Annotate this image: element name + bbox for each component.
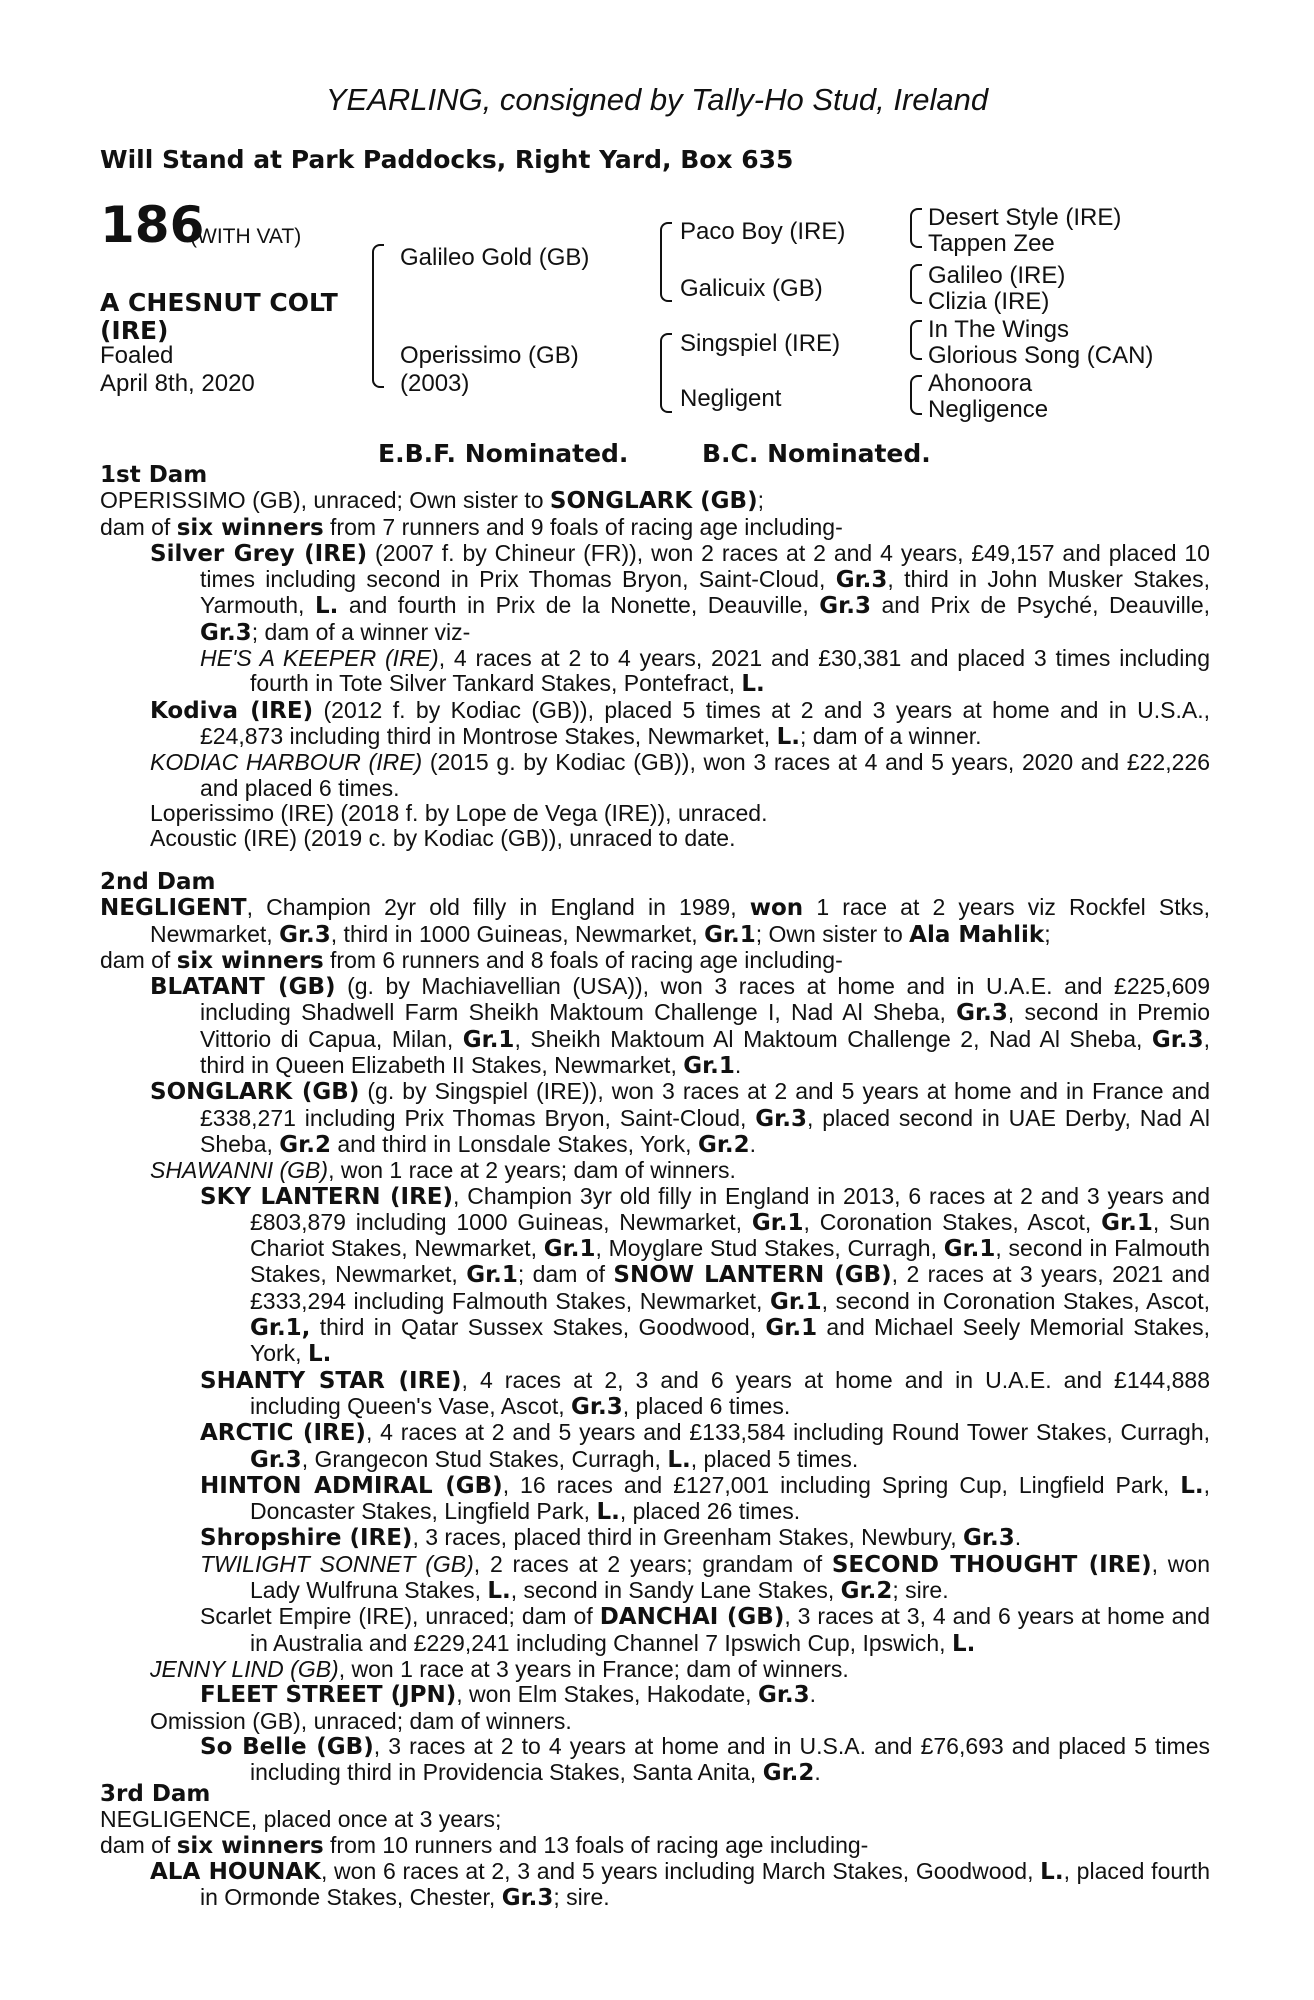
produce-ala-hounak: ALA HOUNAK, won 6 races at 2, 3 and 5 years including March Stakes, Goodwood, L., placed fourth in Ormonde Stakes, Chester, Gr.3; sire.: [150, 1857, 1210, 1912]
pedigree-g8: Negligence: [928, 396, 1049, 423]
pedigree-brace-2a: [660, 222, 672, 302]
first-dam-line1: OPERISSIMO (GB), unraced; Own sister to SONGLARK (GB);: [100, 487, 764, 515]
pedigree-dam: Operissimo (GB): [400, 342, 579, 369]
produce-acoustic: Acoustic (IRE) (2019 c. by Kodiac (GB)), unraced to date.: [150, 825, 736, 852]
ebf-nomination: E.B.F. Nominated.: [378, 439, 629, 468]
second-dam-line2: dam of six winners from 6 runners and 8 foals of racing age including-: [100, 946, 843, 974]
second-dam-heading: 2nd Dam: [100, 869, 216, 895]
produce-arctic: ARCTIC (IRE), 4 races at 2 and 5 years and £133,584 including Round Tower Stakes, Curragh, Gr.3, Grangecon Stud Stakes, Curragh, L., placed 5 times.: [200, 1419, 1211, 1473]
first-dam-line2: dam of six winners from 7 runners and 9 foals of racing age including-: [100, 513, 843, 541]
produce-scarlet-empire: Scarlet Empire (IRE), unraced; dam of DANCHAI (GB), 3 races at 3, 4 and 6 years at home and in Australia and £229,241 including Channel 7 Ipswich Cup, Ipswich, L.: [200, 1603, 1210, 1657]
produce-sky-lantern: SKY LANTERN (IRE), Champion 3yr old filly in England in 2013, 6 races at 2 and 3 years and £803,879 including 1000 Guineas, Newmarket, Gr.1, Coronation Stakes, Ascot, Gr.1, Sun Chariot Stakes, Newmarket, Gr.1, Moyglare Stud Stakes, Curragh, Gr.1, second in Falmouth Stakes, Newmarket, Gr.1; dam of SNOW LANTERN (GB), 2 races at 3 years, 2021 and £333,294 including Falmouth Stakes, Newmarket, Gr.1, second in Coronation Stakes, Ascot, Gr.1, third in Qatar Sussex Stakes, Goodwood, Gr.1 and Michael Seely Memorial Stakes, York, L.: [200, 1182, 1211, 1368]
third-dam-line1: NEGLIGENCE, placed once at 3 years;: [100, 1806, 502, 1833]
pedigree-g4: Clizia (IRE): [928, 288, 1050, 315]
produce-hes-a-keeper: HE'S A KEEPER (IRE), 4 races at 2 to 4 years, 2021 and £30,381 and placed 3 times including fourth in Tote Silver Tankard Stakes, Pontefract, L.: [200, 645, 1210, 698]
pedigree-g3: Galileo (IRE): [928, 262, 1066, 289]
third-dam-heading: 3rd Dam: [100, 1781, 211, 1807]
pedigree-g2: Tappen Zee: [928, 230, 1055, 257]
foaled-date: April 8th, 2020: [100, 370, 255, 397]
produce-silver-grey: Silver Grey (IRE) (2007 f. by Chineur (FR)), won 2 races at 2 and 4 years, £49,157 and placed 10 times including second in Prix Thomas Bryon, Saint-Cloud, Gr.3, third in John Musker Stakes, Yarmouth, L. and fourth in Prix de la Nonette, Deauville, Gr.3 and Prix de Psyché, Deauville, Gr.3; dam of a winner viz-: [150, 539, 1210, 646]
pedigree-dam-sire: Singspiel (IRE): [680, 330, 841, 357]
produce-so-belle: So Belle (GB), 3 races at 2 to 4 years at home and in U.S.A. and £76,693 and placed 5 times including third in Providencia Stakes, Santa Anita, Gr.2.: [200, 1732, 1210, 1787]
produce-songlark: SONGLARK (GB) (g. by Singspiel (IRE)), won 3 races at 2 and 5 years at home and in France and £338,271 including Prix Thomas Bryon, Saint-Cloud, Gr.3, placed second in UAE Derby, Nad Al Sheba, Gr.2 and third in Lonsdale Stakes, York, Gr.2.: [150, 1078, 1210, 1158]
produce-shanty-star: SHANTY STAR (IRE), 4 races at 2, 3 and 6 years at home and in U.A.E. and £144,888 including Queen's Vase, Ascot, Gr.3, placed 6 times.: [200, 1366, 1210, 1420]
produce-blatant: BLATANT (GB) (g. by Machiavellian (USA)), won 3 races at home and in U.A.E. and £225,609 including Shadwell Farm Sheikh Maktoum Challenge I, Nad Al Sheba, Gr.3, second in Premio Vittorio di Capua, Milan, Gr.1, Sheikh Maktoum Al Maktoum Challenge 2, Nad Al Sheba, Gr.3, third in Queen Elizabeth II Stakes, Newmarket, Gr.1.: [150, 973, 1210, 1080]
pedigree-brace-3c: [910, 320, 922, 360]
lot-vat: (WITH VAT): [190, 225, 302, 248]
second-dam-section: [100, 870, 1210, 1786]
pedigree-dam-dam: Negligent: [680, 385, 782, 412]
produce-kodiac-harbour: KODIAC HARBOUR (IRE) (2015 g. by Kodiac (GB)), won 3 races at 4 and 5 years, 2020 and £22,226 and placed 6 times.: [150, 749, 1210, 801]
produce-omission: Omission (GB), unraced; dam of winners.: [150, 1707, 572, 1734]
produce-hinton-admiral: HINTON ADMIRAL (GB), 16 races and £127,001 including Spring Cup, Lingfield Park, L., Doncaster Stakes, Lingfield Park, L., placed 26 times.: [200, 1471, 1211, 1526]
produce-fleet-street: FLEET STREET (JPN), won Elm Stakes, Hakodate, Gr.3.: [200, 1681, 817, 1709]
lot-description-origin: (IRE): [100, 316, 169, 345]
produce-twilight-sonnet: TWILIGHT SONNET (GB), 2 races at 2 years; grandam of SECOND THOUGHT (IRE), won Lady Wulfruna Stakes, L., second in Sandy Lane Stakes, Gr.2; sire.: [200, 1550, 1210, 1605]
third-dam-section: [100, 1782, 1210, 1911]
pedigree-g7: Ahonoora: [928, 370, 1033, 397]
pedigree-dam-year: (2003): [400, 370, 470, 397]
produce-loperissimo: Loperissimo (IRE) (2018 f. by Lope de Vega (IRE)), unraced.: [150, 799, 768, 826]
pedigree-brace-3b: [910, 264, 922, 304]
third-dam-line2: dam of six winners from 10 runners and 13 foals of racing age including-: [100, 1831, 869, 1859]
catalogue-header: YEARLING, consigned by Tally-Ho Stud, Ireland: [325, 82, 989, 117]
foaled-label: Foaled: [100, 342, 174, 369]
pedigree-g6: Glorious Song (CAN): [928, 342, 1154, 369]
pedigree-g1: Desert Style (IRE): [928, 204, 1122, 231]
lot-description: A CHESNUT COLT: [100, 288, 338, 317]
pedigree-brace-3a: [910, 208, 922, 248]
pedigree-brace-3d: [910, 375, 922, 415]
second-dam-line1: NEGLIGENT, Champion 2yr old filly in England in 1989, won 1 race at 2 years viz Rockfel Stks, Newmarket, Gr.3, third in 1000 Guineas, Newmarket, Gr.1; Own sister to Ala Mahlik;: [100, 894, 1211, 948]
lot-number: 186: [100, 196, 205, 254]
produce-shropshire: Shropshire (IRE), 3 races, placed third in Greenham Stakes, Newbury, Gr.3.: [200, 1524, 1022, 1552]
pedigree-brace-2b: [660, 333, 672, 413]
first-dam-heading: 1st Dam: [100, 462, 208, 488]
pedigree-sire-sire: Paco Boy (IRE): [680, 218, 846, 245]
produce-shawanni: SHAWANNI (GB), won 1 race at 2 years; dam of winners.: [150, 1157, 736, 1184]
first-dam-section: [100, 463, 1210, 851]
pedigree-sire: Galileo Gold (GB): [400, 244, 590, 271]
bc-nomination: B.C. Nominated.: [702, 439, 931, 468]
pedigree-sire-dam: Galicuix (GB): [680, 275, 823, 302]
stand-location: Will Stand at Park Paddocks, Right Yard, Box 635: [100, 145, 794, 174]
produce-jenny-lind: JENNY LIND (GB), won 1 race at 3 years in France; dam of winners.: [150, 1655, 849, 1682]
produce-kodiva: Kodiva (IRE) (2012 f. by Kodiac (GB)), placed 5 times at 2 and 3 years at home and in U.S.A., £24,873 including third in Montrose Stakes, Newmarket, L.; dam of a winner.: [150, 696, 1210, 750]
pedigree-g5: In The Wings: [928, 316, 1069, 343]
